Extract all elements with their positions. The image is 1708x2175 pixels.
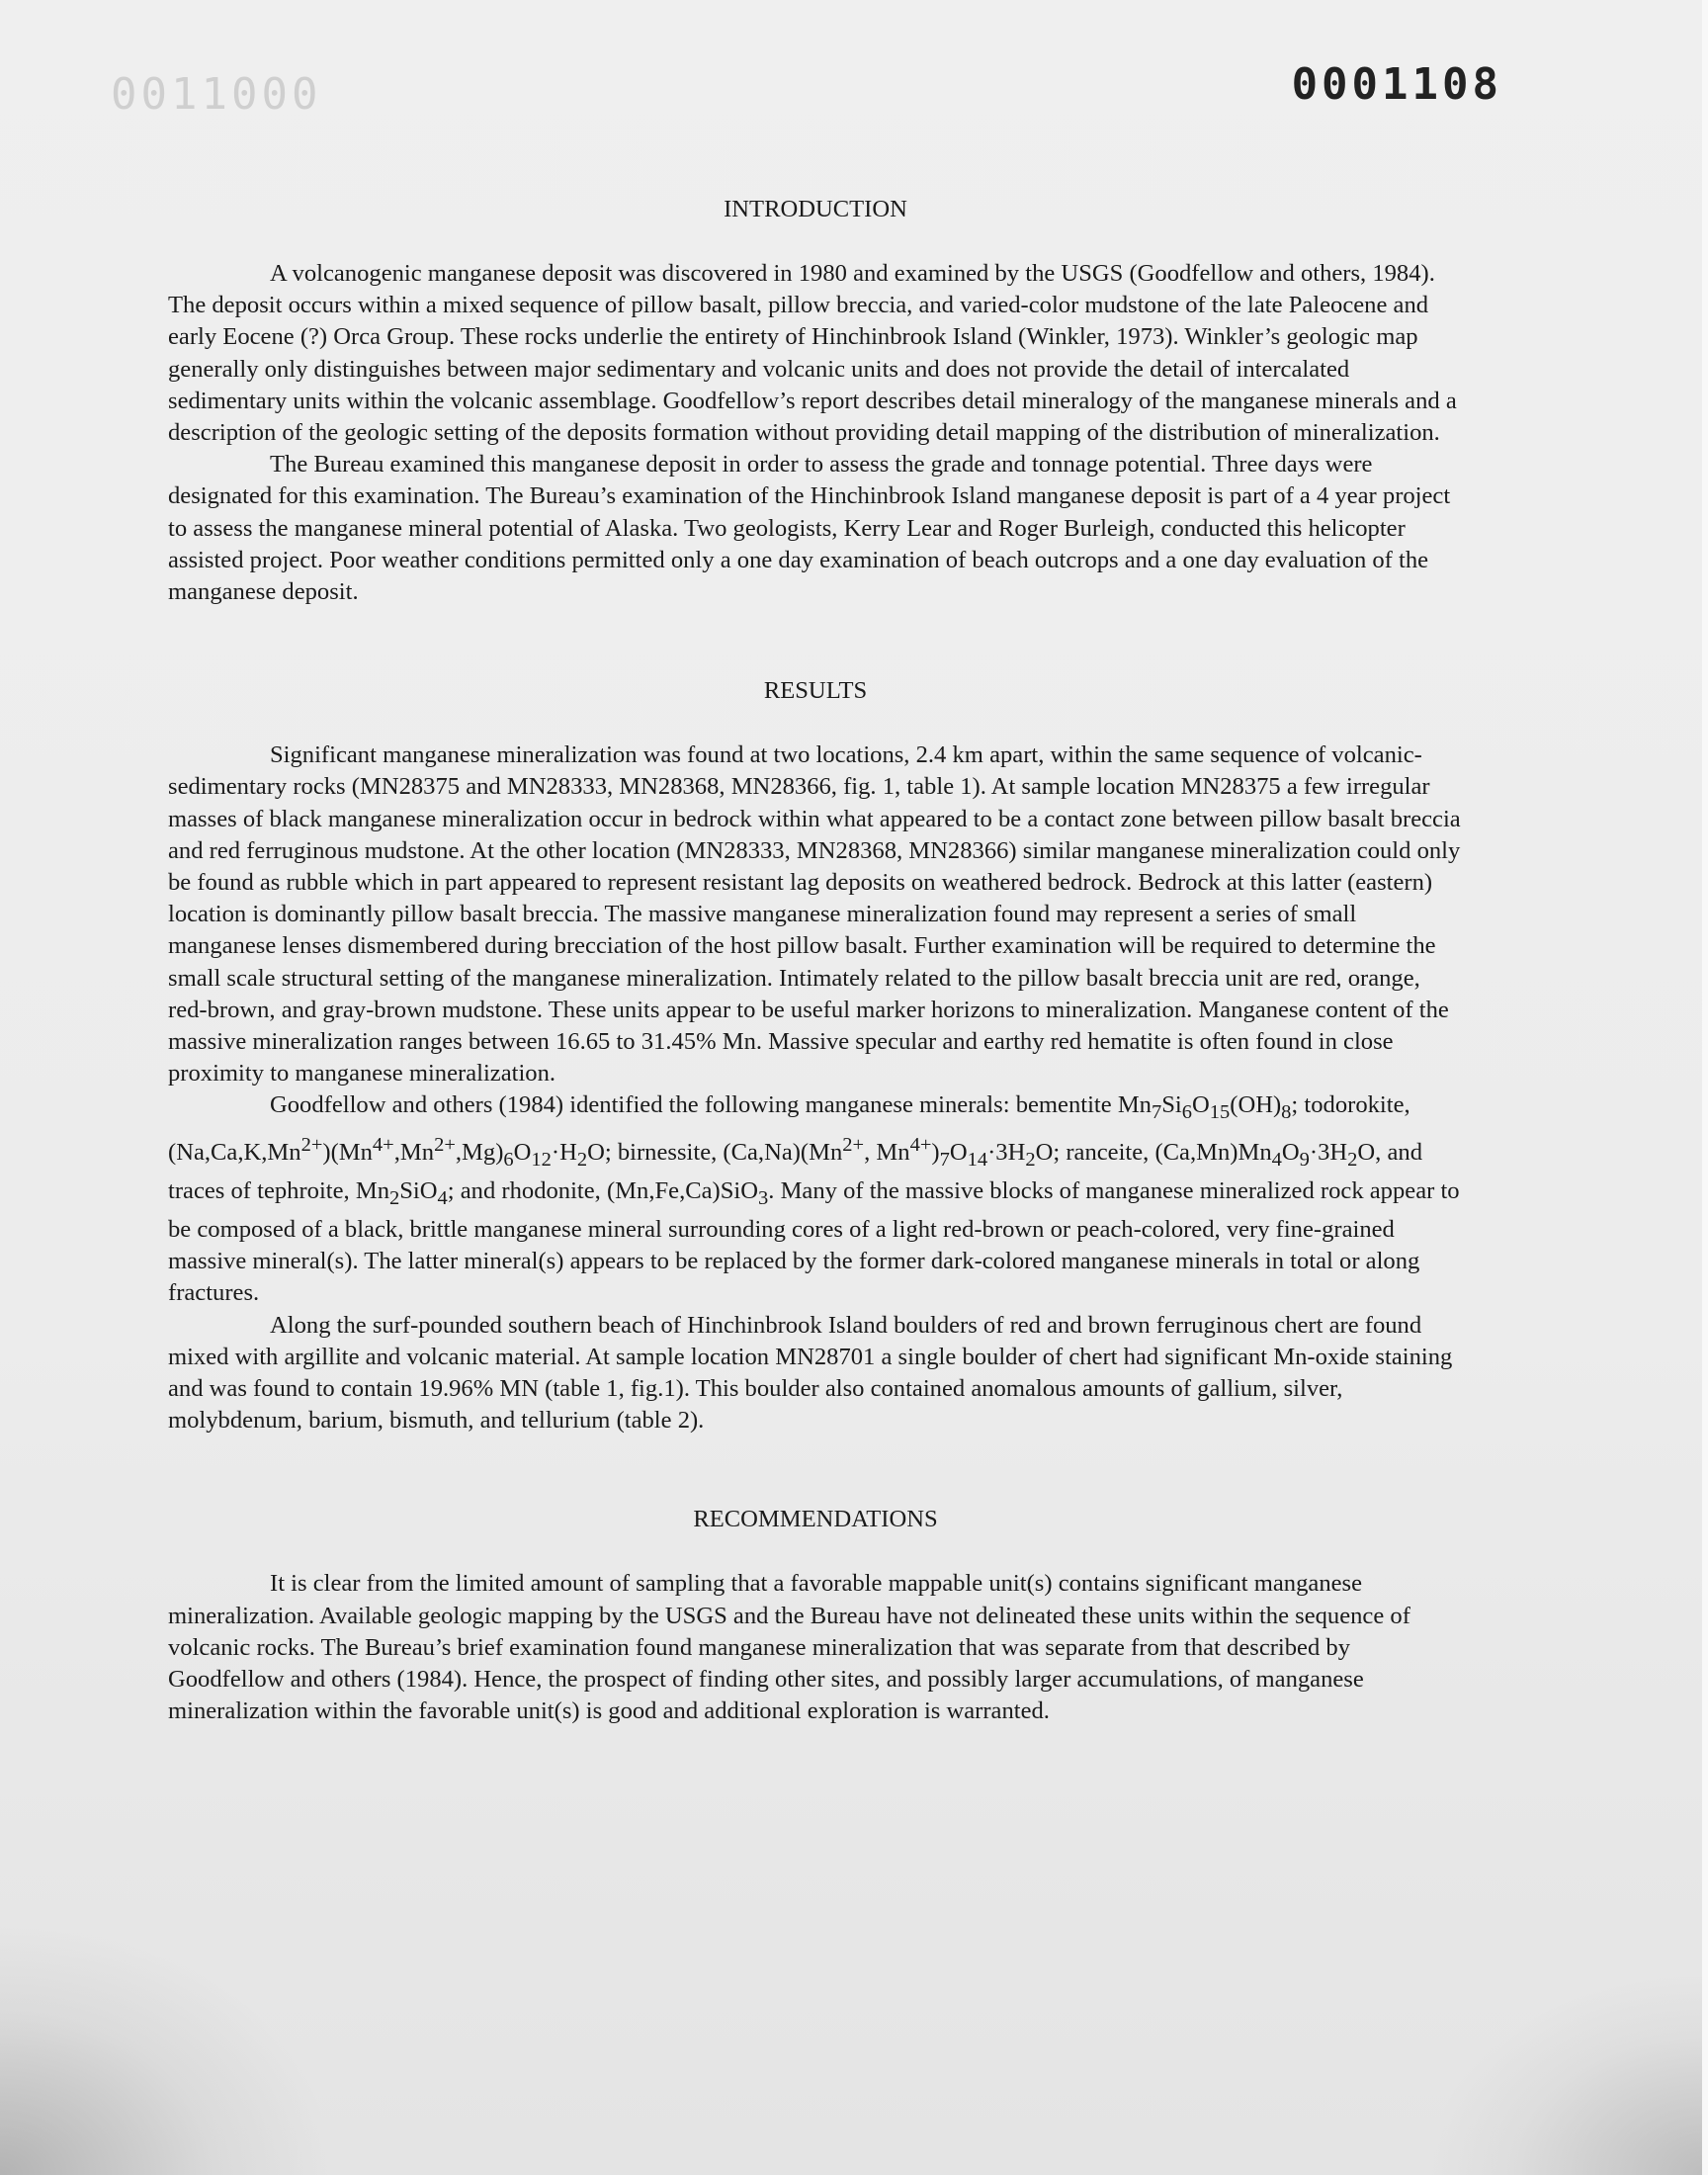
introduction-paragraph-2: The Bureau examined this manganese deposit in order to assess the grade and tonnage potential. Three days were designated for this examination. The Bureau’s examination of the Hinchinbrook Island manganese deposit is part of a 4 year project to assess the manganese mineral potential of Alaska. Two geologists, Kerry Lear and Roger Burleigh, conducted this helicopter assisted project. Poor weather conditions permitted only a one day examination of beach outcrops and a one day evaluation of the manganese deposit.: [168, 451, 1451, 606]
scan-shadow-bottom-right: [1431, 1977, 1708, 2175]
document-number: 0001108: [1291, 59, 1502, 110]
results-paragraph-2: Goodfellow and others (1984) identified the following manganese minerals: bementite $Mn_7Si_6O_{15}(OH)_8$; todorokite, $(Na,Ca,K,Mn^{2+})(Mn^{4+},Mn^{2+},Mg)_6O_{12}\cdot H_2O$; birnessite, $(Ca,Na)(Mn^{2+}$, $Mn^{4+})_7O_{14}\cdot 3H_2O$; ranceite, $(Ca,Mn)Mn_4O_9\cdot 3H_2O$, and traces of tephroite, $Mn_2SiO_4$; and rhodonite, (Mn,Fe,Ca)SiO$_3$. Many of the massive blocks of manganese mineralized rock appear to be composed of a black, brittle manganese mineral surrounding cores of a light red-brown or peach-colored, very fine-grained massive mineral(s). The latter mineral(s) appears to be replaced by the former dark-colored manganese minerals in total or along fractures.: [168, 1091, 1460, 1307]
results-paragraph-3: Along the surf-pounded southern beach of Hinchinbrook Island boulders of red and brown ferruginous chert are found mixed with argillite and volcanic material. At sample location MN28701 a single boulder of chert had significant Mn-oxide staining and was found to contain 19.96% MN (table 1, fig.1). This boulder also contained anomalous amounts of gallium, silver, molybdenum, barium, bismuth, and tellurium (table 2).: [168, 1311, 1453, 1435]
document-body: [168, 194, 1463, 1727]
scan-shadow-bottom-left: [0, 1918, 336, 2175]
recommendations-paragraph-1: It is clear from the limited amount of sampling that a favorable mappable unit(s) contains significant manganese mineralization. Available geologic mapping by the USGS and the Bureau have not delineated these units within the sequence of volcanic rocks. The Bureau’s brief examination found manganese mineralization that was separate from that described by Goodfellow and others (1984). Hence, the prospect of finding other sites, and possibly larger accumulations, of manganese mineralization within the favorable unit(s) is good and additional exploration is warranted.: [168, 1570, 1410, 1725]
results-paragraph-1: Significant manganese mineralization was found at two locations, 2.4 km apart, within the same sequence of volcanic-sedimentary rocks (MN28375 and MN28333, MN28368, MN28366, fig. 1, table 1). At sample location MN28375 a few irregular masses of black manganese mineralization occur in bedrock within what appeared to be a contact zone between pillow basalt breccia and red ferruginous mudstone. At the other location (MN28333, MN28368, MN28366) similar manganese mineralization could only be found as rubble which in part appeared to represent resistant lag deposits on weathered bedrock. Bedrock at this latter (eastern) location is dominantly pillow basalt breccia. The massive manganese mineralization found may represent a series of small manganese lenses dismembered during brecciation of the host pillow basalt. Further examination will be required to determine the small scale structural setting of the manganese mineralization. Intimately related to the pillow basalt breccia unit are red, orange, red-brown, and gray-brown mudstone. These units appear to be useful marker horizons to mineralization. Manganese content of the massive mineralization ranges between 16.65 to 31.45% Mn. Massive specular and earthy red hematite is often found in close proximity to manganese mineralization.: [168, 741, 1461, 1088]
results-paragraph-2-intro: Goodfellow and others (1984) identified the following manganese minerals: bementite Mn: [270, 1091, 1152, 1119]
results-paragraph-2-rest: Many of the massive blocks of manganese mineralized rock appear to be composed of a black, brittle manganese mineral surrounding cores of a light red-brown or peach-colored, very fine-grained massive mineral(s). The latter mineral(s) appears to be replaced by the former dark-colored manganese minerals in total or along fractures.: [168, 1176, 1460, 1307]
introduction-heading: INTRODUCTION: [724, 196, 907, 222]
faint-stamp-number: 0011000: [111, 69, 322, 120]
results-heading: RESULTS: [763, 677, 868, 705]
recommendations-heading: RECOMMENDATIONS: [693, 1506, 938, 1533]
introduction-paragraph-1: A volcanogenic manganese deposit was discovered in 1980 and examined by the USGS (Goodfellow and others, 1984). The deposit occurs within a mixed sequence of pillow basalt, pillow breccia, and varied-color mudstone of the late Paleocene and early Eocene (?) Orca Group. These rocks underlie the entirety of Hinchinbrook Island (Winkler, 1973). Winkler’s geologic map generally only distinguishes between major sedimentary and volcanic units and does not provide the detail of intercalated sedimentary units within the volcanic assemblage. Goodfellow’s report describes detail mineralogy of the manganese minerals and a description of the geologic setting of the deposits formation without providing detail mapping of the distribution of mineralization.: [168, 260, 1457, 447]
scan-edge-right: [1702, 0, 1708, 2175]
